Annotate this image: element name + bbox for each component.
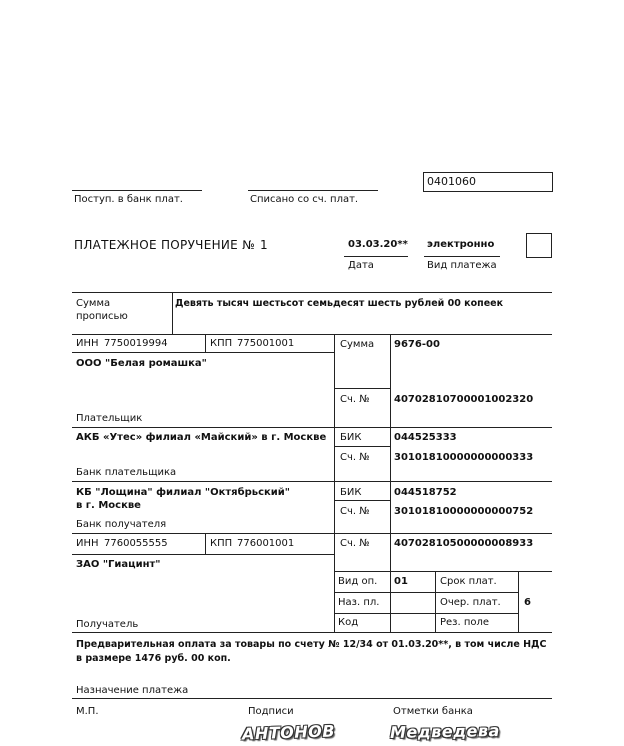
grid-line bbox=[334, 592, 518, 593]
recipient-name: ЗАО "Гиацинт" bbox=[76, 559, 161, 570]
received-line bbox=[72, 190, 202, 191]
payment-type-line bbox=[424, 256, 500, 257]
payer-account-label: Сч. № bbox=[340, 394, 370, 405]
payment-type-label: Вид платежа bbox=[427, 260, 497, 271]
purpose-bottom-line bbox=[72, 698, 552, 699]
sum-words-label-1: Сумма bbox=[76, 298, 111, 309]
recipient-role-label: Получатель bbox=[76, 619, 139, 630]
grid-line bbox=[334, 613, 518, 614]
payer-inn: 7750019994 bbox=[104, 338, 168, 349]
payment-type-value: электронно bbox=[427, 239, 495, 250]
payer-role-label: Плательщик bbox=[76, 413, 143, 424]
payer-kpp-label: КПП bbox=[210, 338, 233, 349]
payer-bank-account-label: Сч. № bbox=[340, 452, 370, 463]
payer-bank-bik: 044525333 bbox=[394, 432, 457, 443]
payer-bank-role-label: Банк плательщика bbox=[76, 467, 177, 478]
grid-vline-kpp-recipient bbox=[205, 533, 206, 554]
received-label: Поступ. в банк плат. bbox=[74, 194, 183, 205]
grid-line bbox=[72, 632, 552, 633]
grid-vline-right-main bbox=[390, 334, 391, 632]
recipient-inn: 7760055555 bbox=[104, 538, 168, 549]
payer-bank-name: АКБ «Утес» филиал «Майский» в г. Москве bbox=[76, 432, 327, 443]
signature-medvedeva: Медведева bbox=[389, 721, 501, 742]
grid-line bbox=[334, 500, 390, 501]
date-label: Дата bbox=[348, 260, 374, 271]
grid-line bbox=[72, 533, 552, 534]
grid-line bbox=[334, 571, 552, 572]
recipient-bank-bik: 044518752 bbox=[394, 487, 457, 498]
sum-words-label-2: прописью bbox=[76, 311, 128, 322]
grid-vline-kpp-payer bbox=[205, 334, 206, 352]
document-title: ПЛАТЕЖНОЕ ПОРУЧЕНИЕ № bbox=[74, 238, 255, 252]
grid-line bbox=[72, 352, 334, 353]
purpose-code-label: Наз. пл. bbox=[338, 597, 380, 608]
recipient-kpp: 776001001 bbox=[237, 538, 295, 549]
grid-line bbox=[334, 446, 390, 447]
grid-vline-codes-mid bbox=[435, 571, 436, 632]
order-value: 6 bbox=[524, 597, 531, 608]
grid-line bbox=[72, 334, 552, 335]
sum-words-top-line bbox=[72, 292, 552, 293]
debited-line bbox=[248, 190, 378, 191]
payer-bank-bik-label: БИК bbox=[340, 432, 362, 443]
grid-line bbox=[334, 388, 390, 389]
recipient-kpp-label: КПП bbox=[210, 538, 233, 549]
recipient-bank-account-label: Сч. № bbox=[340, 506, 370, 517]
sum-words-value: Девять тысяч шестьсот семьдесят шесть рублей 00 копеек bbox=[175, 298, 504, 309]
op-type-label: Вид оп. bbox=[338, 576, 378, 587]
payer-bank-account: 30101810000000000333 bbox=[394, 452, 534, 463]
sum-words-divider bbox=[172, 292, 173, 334]
grid-line bbox=[72, 481, 552, 482]
grid-vline-left-main bbox=[334, 334, 335, 632]
date-value: 03.03.20** bbox=[348, 239, 408, 250]
signatures-label: Подписи bbox=[248, 706, 294, 717]
purpose-label: Назначение платежа bbox=[76, 685, 189, 696]
debited-label: Списано со сч. плат. bbox=[250, 194, 359, 205]
signature-antonov: АНТОНОВ bbox=[241, 721, 336, 744]
order-label: Очер. плат. bbox=[440, 597, 501, 608]
op-type-value: 01 bbox=[394, 576, 408, 587]
code-label: Код bbox=[338, 617, 359, 628]
form-code: 0401060 bbox=[427, 175, 476, 188]
grid-line bbox=[72, 554, 334, 555]
purpose-line-2: в размере 1476 руб. 00 коп. bbox=[76, 653, 231, 664]
recipient-bank-account: 30101810000000000752 bbox=[394, 506, 534, 517]
payer-kpp: 775001001 bbox=[237, 338, 295, 349]
recipient-account-label: Сч. № bbox=[340, 538, 370, 549]
date-line bbox=[344, 256, 408, 257]
recipient-bank-bik-label: БИК bbox=[340, 487, 362, 498]
recipient-account: 40702810500000008933 bbox=[394, 538, 534, 549]
sum-value: 9676-00 bbox=[394, 339, 440, 350]
reserve-label: Рез. поле bbox=[440, 617, 490, 628]
recipient-bank-role-label: Банк получателя bbox=[76, 519, 167, 530]
purpose-line-1: Предварительная оплата за товары по счету № 12/34 от 01.03.20**, в том числе НДС bbox=[76, 639, 547, 650]
grid-line bbox=[72, 427, 552, 428]
recipient-bank-name-1: КБ "Лощина" филиал "Октябрьский" bbox=[76, 487, 291, 498]
payer-inn-label: ИНН bbox=[76, 338, 99, 349]
status-box bbox=[526, 233, 552, 258]
recipient-bank-name-2: в г. Москве bbox=[76, 500, 141, 511]
sum-label: Сумма bbox=[340, 339, 375, 350]
payer-account: 40702810700001002320 bbox=[394, 394, 534, 405]
stamp-label: М.П. bbox=[76, 706, 99, 717]
payer-name: ООО "Белая ромашка" bbox=[76, 358, 207, 369]
document-number: 1 bbox=[260, 238, 268, 252]
recipient-inn-label: ИНН bbox=[76, 538, 99, 549]
bank-marks-label: Отметки банка bbox=[393, 706, 473, 717]
grid-vline-codes-right bbox=[518, 571, 519, 632]
due-label: Срок плат. bbox=[440, 576, 497, 587]
